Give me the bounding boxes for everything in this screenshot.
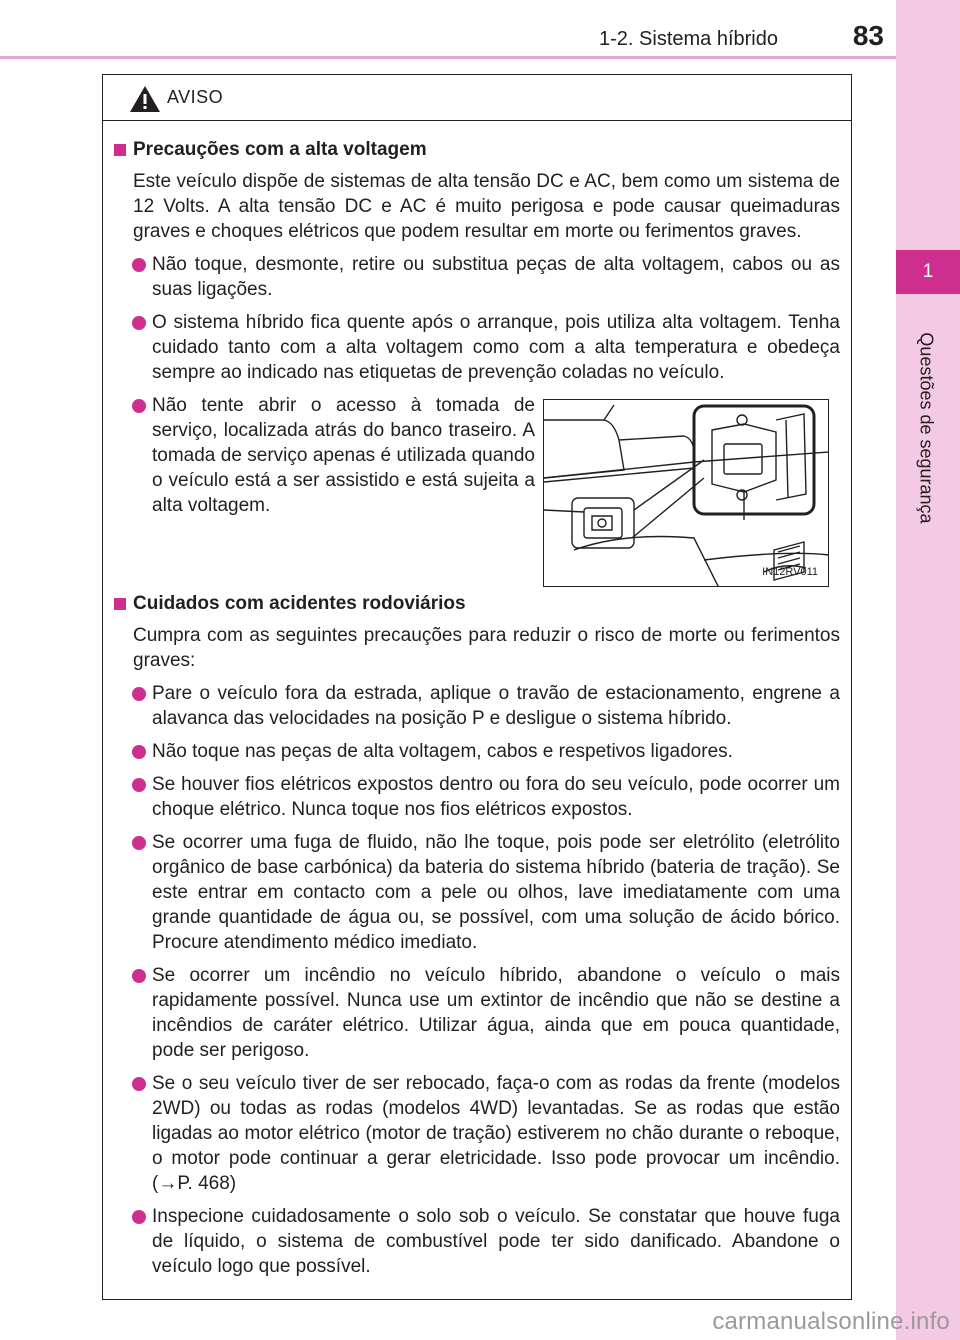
figure-row — [103, 393, 840, 585]
section-intro: Cumpra com as seguintes precauções para reduzir o risco de morte ou ferimentos graves: — [133, 625, 840, 671]
bullet-dot-icon — [132, 1210, 146, 1224]
list-item — [103, 1071, 840, 1196]
square-bullet-icon — [114, 598, 126, 610]
list-item — [103, 310, 840, 385]
section-heading-road-accidents — [103, 591, 840, 617]
list-item — [103, 739, 840, 764]
page-number: 83 — [852, 20, 884, 51]
header-rule — [0, 56, 896, 59]
list-item — [103, 830, 840, 955]
list-item — [103, 963, 840, 1063]
list-item-text: Se ocorrer um incêndio no veículo híbrido, abandone o veículo o mais rapidamente possível. Nunca use um extintor de incêndio que não se destine a incêndios de caráter elétrico. Utilizar água, ainda que em pouca quantidade, pode ser perigoso. — [152, 965, 840, 1061]
section-heading-text: Precauções com a alta voltagem — [133, 139, 427, 160]
bullet-dot-icon — [132, 969, 146, 983]
bullet-dot-icon — [132, 687, 146, 701]
list-item-text: Se ocorrer uma fuga de fluido, não lhe toque, pois pode ser eletrólito (eletrólito orgânico de base carbónica) da bateria do sistema híbrido (bateria de tração). Se este entrar em contacto com a pele ou olhos, lave imediatamente com uma grande quantidade de água ou, se possível, com uma solução de ácido bórico. Procure atendimento médico imediato. — [152, 832, 840, 953]
list-item-text: Inspecione cuidadosamente o solo sob o veículo. Se constatar que houve fuga de líquido, o sistema de combustível pode ter sido danificado. Abandone o veículo logo que possível. — [152, 1206, 840, 1277]
bullet-dot-icon — [132, 399, 146, 413]
list-item-text: Não tente abrir o acesso à tomada de serviço, localizada atrás do banco traseiro. A tomada de serviço apenas é utilizada quando o veículo está a ser assistido e está sujeita a alta voltagem. — [152, 395, 535, 516]
section-heading-text: Cuidados com acidentes rodoviários — [133, 593, 466, 614]
list-item-text: O sistema híbrido fica quente após o arranque, pois utiliza alta voltagem. Tenha cuidado tanto com a alta voltagem como com a alta temperatura e obedeça sempre ao indicado nas etiquetas de prevenção coladas no veículo. — [152, 312, 840, 383]
list-item — [103, 252, 840, 302]
warning-title: AVISO — [167, 87, 224, 107]
bullet-dot-icon — [132, 258, 146, 272]
bullet-dot-icon — [132, 836, 146, 850]
list-item-text: Não toque nas peças de alta voltagem, cabos e respetivos ligadores. — [152, 741, 733, 762]
list-item — [103, 772, 840, 822]
bullet-dot-icon — [132, 316, 146, 330]
service-plug-drawing — [544, 400, 829, 587]
list-item — [103, 681, 840, 731]
warning-content — [103, 121, 850, 1287]
section-intro: Este veículo dispõe de sistemas de alta tensão DC e AC, bem como um sistema de 12 Volts. A alta tensão DC e AC é muito perigosa e pode causar queimaduras graves e choques elétricos que podem resultar em morte ou ferimentos graves. — [133, 171, 840, 242]
list-item-text: Se houver fios elétricos expostos dentro ou fora do seu veículo, pode ocorrer um choque elétrico. Nunca toque nos fios elétricos expostos. — [152, 774, 840, 820]
list-item-text: Se o seu veículo tiver de ser rebocado, faça-o com as rodas da frente (modelos 2WD) ou todas as rodas (modelos 4WD) levantadas. Se as rodas que estão ligadas ao motor elétrico (motor de tração) estiverem no chão durante o reboque, o motor pode continuar a gerar eletricidade. Isso pode provocar um incêndio. (→P. 468) — [152, 1073, 840, 1194]
warning-triangle-icon — [129, 85, 161, 113]
list-item — [103, 393, 535, 518]
service-plug-illustration — [543, 399, 829, 587]
bullet-dot-icon — [132, 778, 146, 792]
chapter-number: 1 — [922, 261, 934, 282]
list-item — [103, 1204, 840, 1279]
bullet-dot-icon — [132, 1077, 146, 1091]
square-bullet-icon — [114, 144, 126, 156]
chapter-strip — [896, 0, 960, 1340]
chapter-title: Questões de segurança — [916, 332, 937, 524]
section-heading-high-voltage — [103, 137, 840, 163]
bullet-dot-icon — [132, 745, 146, 759]
figure-code: IN12RV011 — [762, 566, 818, 578]
watermark: carmanualsonline.info — [712, 1308, 950, 1335]
list-item-text: Não toque, desmonte, retire ou substitua peças de alta voltagem, cabos ou as suas ligações. — [152, 254, 840, 300]
section-title: 1-2. Sistema híbrido — [599, 28, 778, 50]
warning-header — [103, 75, 851, 121]
list-item-text: Pare o veículo fora da estrada, aplique o travão de estacionamento, engrene a alavanca das velocidades na posição P e desligue o sistema híbrido. — [152, 683, 840, 729]
warning-box — [102, 74, 852, 1300]
